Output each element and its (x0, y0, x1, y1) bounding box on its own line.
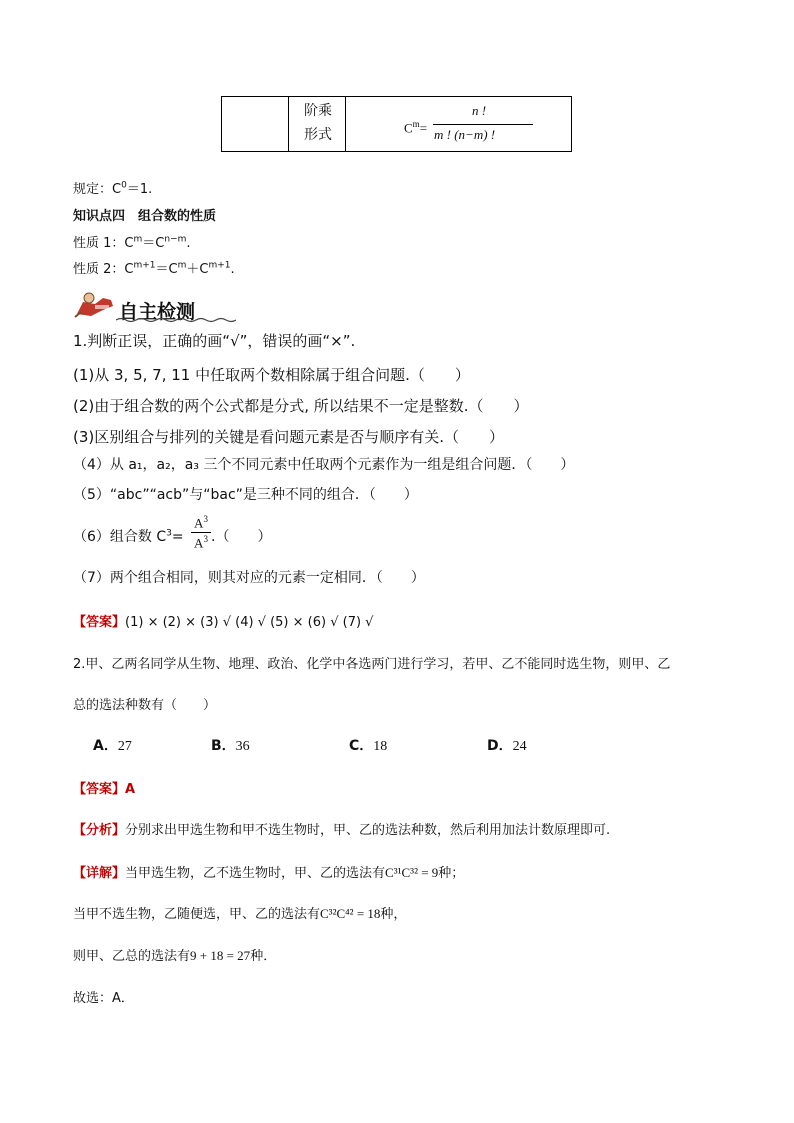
table-label-line1: 阶乘 (304, 103, 332, 119)
q1-item-6-tail: .（ ） (211, 529, 272, 545)
formula-table (221, 96, 572, 152)
formula-denominator: m ! (n−m) ! (434, 127, 496, 142)
q2-option-a: A．27 (93, 738, 132, 754)
q2-answer: 【答案】A (73, 782, 136, 797)
formula-c: C (404, 120, 413, 136)
item6-fraction: $A^3$ $A^3$ (191, 514, 211, 552)
banner-title: 自主检测 (119, 301, 196, 323)
q2-stem-line2: 总的选法种数有（ ） (73, 698, 217, 713)
formula-eq: = (419, 120, 428, 136)
section-heading: 知识点四 组合数的性质 (73, 209, 217, 224)
q2-analysis: 【分析】分别求出甲选生物和甲不选生物时，甲、乙的选法种数，然后利用加法计数原理即可. (73, 823, 611, 838)
property-2: 性质 2：$C^{m+1}=C^m+C^{m+1}$. (73, 260, 235, 277)
formula-c-sup: m (412, 119, 420, 129)
q1-item-5: （5）“abc”“acb”与“bac”是三种不同的组合．（ ） (73, 487, 418, 503)
fraction-bar (433, 124, 533, 125)
q2-detail-line1: 【详解】当甲选生物，乙不选生物时，甲、乙的选法有C³¹C³² = 9种； (73, 865, 465, 881)
q2-option-d: D．24 (487, 738, 527, 754)
q2-option-c: C．18 (349, 738, 388, 754)
table-label-line2: 形式 (304, 127, 332, 143)
q1-item-7: （7）两个组合相同，则其对应的元素一定相同．（ ） (73, 570, 425, 586)
q1-title: 1.判断正误，正确的画“√”，错误的画“×”. (73, 332, 356, 350)
property-1: 性质 1：$C^m=C^{n-m}$. (73, 234, 191, 251)
q1-item-6: （6）组合数 $C^3=$ (73, 528, 184, 545)
pointing-hand-icon (73, 292, 117, 318)
convention-line: 规定：$C^0=1$. (73, 180, 153, 197)
q2-detail-line3: 则甲、乙总的选法有9 + 18 = 27种． (73, 948, 277, 964)
table-empty-cell (222, 97, 289, 151)
q2-detail-line2: 当甲不选生物，乙随便选，甲、乙的选法有C³²C⁴² = 18种， (73, 906, 407, 922)
q2-option-b: B．36 (211, 738, 250, 754)
q1-answer: 【答案】(1) × (2) × (3) √ (4) √ (5) × (6) √ (7) √ (73, 615, 374, 630)
formula-numerator: n ! (472, 103, 487, 118)
q2-stem-line1: 2.甲、乙两名同学从生物、地理、政治、化学中各选两门进行学习，若甲、乙不能同时选生物，则甲、乙 (73, 657, 671, 672)
banner-underline (116, 317, 236, 323)
q1-item-1: (1)从 3, 5, 7, 11 中任取两个数相除属于组合问题.（ ） (73, 366, 470, 384)
q1-item-4: （4）从 a₁，a₂，a₃ 三个不同元素中任取两个元素作为一组是组合问题．（ ） (73, 457, 575, 473)
q2-conclusion: 故选：A． (73, 991, 134, 1006)
table-label-cell (288, 97, 346, 151)
q1-item-3: (3)区别组合与排列的关键是看问题元素是否与顺序有关.（ ） (73, 428, 505, 446)
item6-fraction-bar (191, 532, 211, 533)
q1-item-2: (2)由于组合数的两个公式都是分式, 所以结果不一定是整数.（ ） (73, 397, 529, 415)
